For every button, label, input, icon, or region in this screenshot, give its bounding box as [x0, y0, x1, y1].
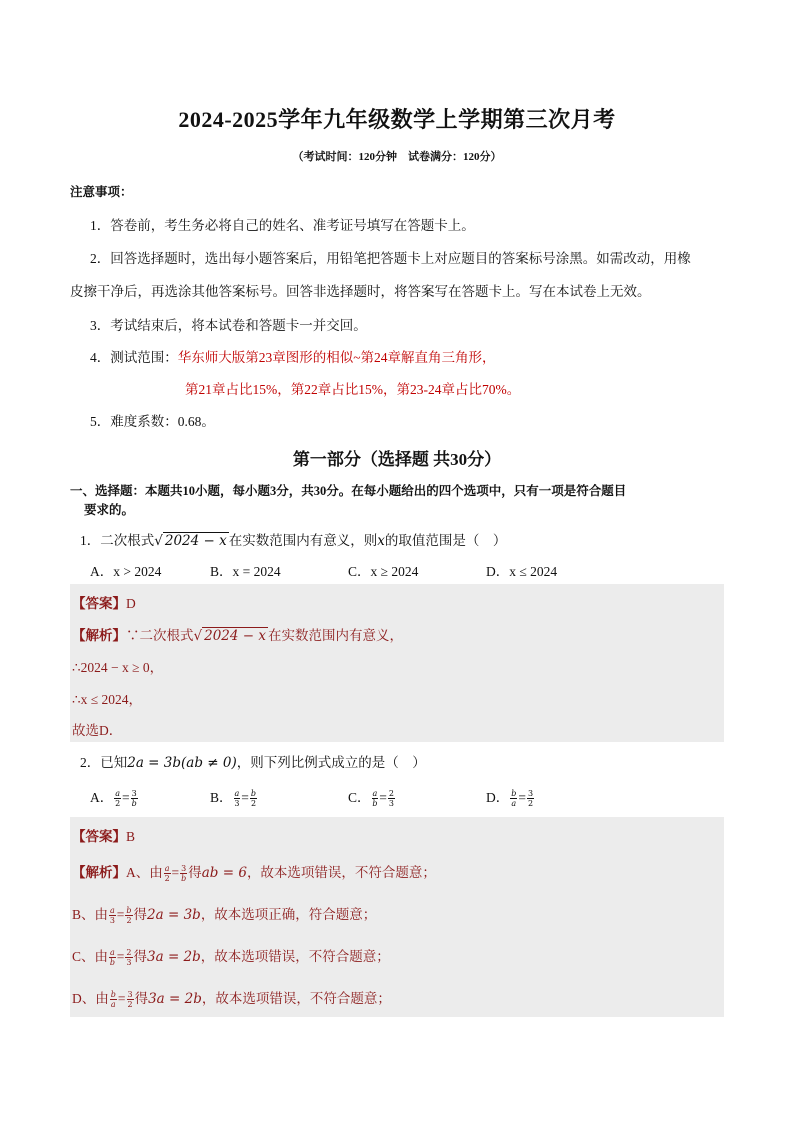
option-label: A． — [90, 790, 114, 805]
analysis-tag: 【解析】 — [72, 865, 126, 880]
question-1-option-a: A．x > 2024 — [90, 564, 162, 579]
answer-tag: 【答案】 — [72, 829, 126, 844]
question-1-option-b: B．x = 2024 — [210, 564, 281, 579]
question-2-stem-start: 2．已知 — [80, 755, 128, 770]
fraction: $\frac{2}{3}$ — [126, 948, 132, 968]
question-1-option-d: D．x ≤ 2024 — [486, 564, 558, 579]
exam-subtitle: （考试时间：120分钟 试卷满分：120分） — [292, 151, 502, 163]
question-2-analysis-a: 【解析】A、由 $\frac{a}{2}$ = $\frac{3}{b}$ 得ab = 6，故本选项错误，不符合题意； — [72, 864, 436, 884]
fraction: $\frac{b}{a}$ — [511, 789, 517, 809]
question-2-option-d: D． $\frac{b}{a}$ = $\frac{3}{2}$ — [486, 789, 534, 809]
notes-item-2-line-2: 皮擦干净后，再选涂其他答案标号。回答非选择题时，将答案写在答题卡上。写在本试卷上无效。 — [70, 284, 651, 299]
option-label: B． — [210, 790, 233, 805]
fraction: $\frac{3}{2}$ — [528, 789, 534, 809]
analysis-radicand: 2024 − x — [204, 628, 266, 644]
fraction: $\frac{a}{3}$ — [234, 789, 240, 809]
notes-item-4-line-2: 第21章占比15%，第22章占比15%，第23-24章占比70%。 — [185, 382, 521, 397]
fraction: $\frac{a}{b}$ — [109, 948, 115, 968]
notes-item-4-line-1 — [90, 346, 496, 366]
section-title: 第一部分（选择题 共30分） — [292, 450, 502, 469]
page-title: 2024-2025学年九年级数学上学期第三次月考 — [178, 107, 616, 132]
question-2-analysis-d: D、由 $\frac{b}{a}$ = $\frac{3}{2}$ 得3a = 2b，故本选项错误，不符合题意； — [72, 990, 391, 1010]
question-1-option-c: C．x ≥ 2024 — [348, 564, 419, 579]
fraction: $\frac{a}{b}$ — [372, 789, 378, 809]
section-intro-line-2: 要求的。 — [84, 503, 135, 517]
notes-item-4-scope: 华东师大版第23章图形的相似~第24章解直角三角形， — [177, 350, 496, 365]
question-1-step-4: 故选D． — [72, 723, 123, 738]
fraction: $\frac{a}{2}$ — [115, 789, 121, 809]
fraction: $\frac{3}{b}$ — [181, 864, 187, 884]
notes-item-2-line-1: 2．回答选择题时，选出每小题答案后，用铅笔把答题卡上对应题目的答案标号涂黑。如需改动，用橡 — [90, 251, 691, 266]
answer-value: B — [126, 829, 136, 844]
question-1-answer-panel — [70, 584, 724, 742]
fraction: $\frac{3}{b}$ — [131, 789, 137, 809]
question-1-stem-end: 的取值范围是（ ） — [384, 533, 507, 548]
option-label: D． — [486, 790, 510, 805]
section-intro-line-1: 一、选择题：本题共10小题，每小题3分，共30分。在每小题给出的四个选项中，只有一项是符合题目 — [70, 484, 627, 498]
option-label: C． — [348, 790, 371, 805]
question-2-analysis-b: B、由 $\frac{a}{3}$ = $\frac{b}{2}$ 得2a = 3b，故本选项正确，符合题意； — [72, 906, 377, 926]
analysis-text: ∵二次根式 — [126, 628, 194, 643]
question-1-answer — [72, 592, 136, 612]
analysis-tag: 【解析】 — [72, 628, 126, 643]
question-1-variable: x — [377, 533, 385, 549]
question-1-stem-start: 1．二次根式 — [80, 533, 155, 548]
answer-value: D — [126, 596, 136, 611]
question-2-stem-end: ，则下列比例式成立的是（ ） — [236, 755, 426, 770]
notes-item-4-prefix: 4．测试范围： — [90, 350, 178, 365]
analysis-radical: √ 2024 − x — [193, 628, 266, 644]
question-2-answer — [72, 825, 135, 845]
question-2-option-c: C． $\frac{a}{b}$ = $\frac{2}{3}$ — [348, 789, 395, 809]
notes-item-3: 3．考试结束后，将本试卷和答题卡一并交回。 — [90, 318, 367, 333]
question-2-option-a: A． $\frac{a}{2}$ = $\frac{3}{b}$ — [90, 789, 137, 809]
question-2-analysis-c: C、由 $\frac{a}{b}$ = $\frac{2}{3}$ 得3a = 2b，故本选项错误，不符合题意； — [72, 948, 390, 968]
fraction: $\frac{b}{2}$ — [126, 906, 132, 926]
question-2-condition: 2a = 3b(ab ≠ 0) — [127, 755, 237, 771]
question-1-stem-middle: 在实数范围内有意义，则 — [228, 533, 378, 548]
fraction: $\frac{b}{2}$ — [250, 789, 257, 809]
answer-tag: 【答案】 — [72, 596, 126, 611]
notes-item-5: 5．难度系数：0.68。 — [90, 414, 215, 429]
question-1-step-2: ∴2024 − x ≥ 0， — [72, 660, 164, 675]
fraction: $\frac{a}{3}$ — [109, 906, 115, 926]
fraction: $\frac{3}{2}$ — [127, 990, 133, 1010]
fraction: $\frac{a}{2}$ — [164, 864, 170, 884]
fraction: $\frac{b}{a}$ — [110, 990, 116, 1010]
fraction: $\frac{2}{3}$ — [388, 789, 395, 809]
question-1-analysis — [72, 624, 403, 644]
question-1-radical: √ 2024 − x — [154, 533, 227, 549]
analysis-text: 在实数范围内有意义， — [267, 628, 403, 643]
question-1-stem — [80, 529, 506, 549]
question-1-radicand: 2024 − x — [164, 533, 227, 549]
notes-item-1: 1．答卷前，考生务必将自己的姓名、准考证号填写在答题卡上。 — [90, 218, 475, 233]
question-1-step-3: ∴x ≤ 2024， — [72, 692, 142, 707]
notes-heading: 注意事项： — [70, 185, 133, 199]
question-2-option-b: B． $\frac{a}{3}$ = $\frac{b}{2}$ — [210, 789, 257, 809]
question-2-stem — [80, 751, 426, 771]
